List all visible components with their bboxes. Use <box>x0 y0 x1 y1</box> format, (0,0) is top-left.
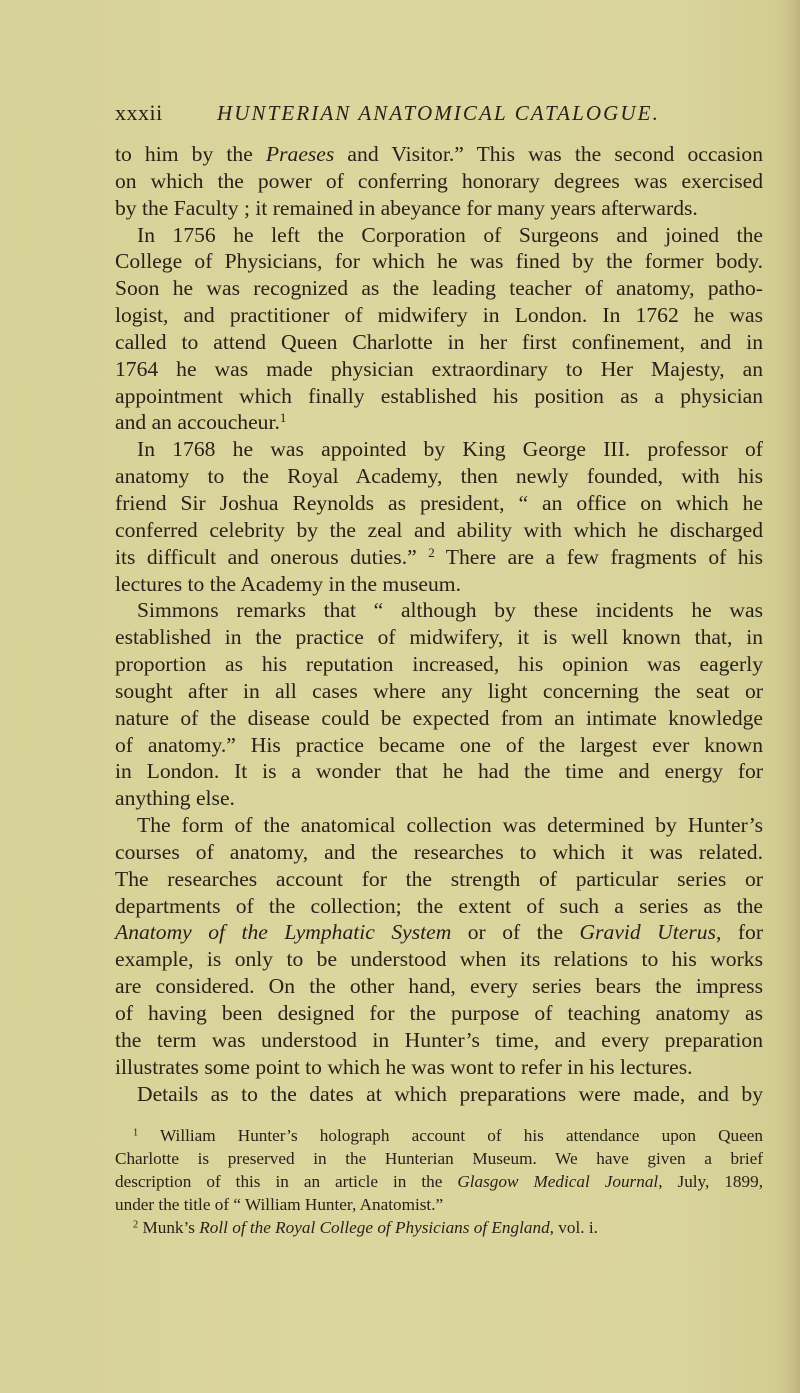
text-line <box>115 383 763 410</box>
italic-title: Glasgow Medical Journal <box>457 1172 659 1192</box>
page-number: xxxii <box>115 100 163 125</box>
text-run: appointment which finally established his position as a physician <box>115 383 763 408</box>
text-line <box>115 678 763 705</box>
footnote-marker: 2 <box>133 1219 139 1231</box>
italic-title: Praeses <box>265 142 335 166</box>
text-line <box>115 597 763 624</box>
text-line <box>115 732 763 759</box>
text-line <box>115 490 763 517</box>
text-line <box>115 141 763 168</box>
text-line <box>115 1027 763 1054</box>
italic-title: Gravid Uterus <box>579 920 716 945</box>
running-head <box>115 98 765 128</box>
text-run: by the Faculty ; it remained in abeyance for many years afterwards. <box>115 195 698 220</box>
text-run: 1764 he was made physician extraordinary to Her Majesty, an <box>115 356 763 381</box>
text-line <box>115 785 763 812</box>
text-run: description of this in an article in the <box>115 1172 458 1192</box>
text-run: lectures to the Academy in the museum. <box>115 571 462 596</box>
italic-title: Roll of the Royal College of Physicians of England <box>199 1218 550 1238</box>
text-line <box>115 544 763 571</box>
text-run: illustrates some point to which he was wont to refer in his lectures. <box>115 1054 693 1079</box>
text-run: the term was understood in Hunter’s time, and every preparation <box>115 1027 763 1052</box>
text-run: Details as to the dates at which preparations were made, and by <box>137 1081 763 1106</box>
text-line <box>115 248 763 275</box>
text-line <box>115 1054 763 1081</box>
footnotes <box>115 1124 763 1239</box>
text-run: departments of the collection; the extent of such a series as the <box>115 893 763 918</box>
text-run: and an accoucheur. <box>115 410 280 435</box>
text-line <box>115 436 763 463</box>
text-run: logist, and practitioner of midwifery in London. In 1762 he was <box>115 303 763 328</box>
text-line <box>115 168 763 195</box>
text-run: sought after in all cases where any light concerning the seat or <box>115 678 763 703</box>
text-run: on which the power of conferring honorary degrees was exercised <box>115 168 763 193</box>
text-run: and Visitor.” This was the second occasion <box>334 142 763 166</box>
text-line <box>115 624 763 651</box>
text-run: Soon he was recognized as the leading teacher of anatomy, patho- <box>115 276 763 301</box>
text-line <box>115 409 763 436</box>
text-line <box>115 866 763 893</box>
text-line <box>115 651 763 678</box>
text-line <box>115 758 763 785</box>
footnote-line <box>115 1170 763 1193</box>
footnote-line <box>115 1193 763 1216</box>
text-run: or of the <box>451 920 580 945</box>
text-line <box>115 1081 763 1108</box>
text-line <box>115 222 763 249</box>
text-line <box>115 463 763 490</box>
footnote-marker: 2 <box>428 544 435 560</box>
text-line <box>115 705 763 732</box>
text-line <box>115 919 763 946</box>
text-run: its difficult and onerous duties.” <box>115 544 429 569</box>
text-line <box>115 893 763 920</box>
text-line <box>115 571 763 598</box>
text-run: anatomy to the Royal Academy, then newly founded, with his <box>115 464 763 489</box>
body-text <box>115 141 763 1107</box>
text-line <box>115 517 763 544</box>
text-line <box>115 302 763 329</box>
text-run: In 1756 he left the Corporation of Surgeons and joined the <box>137 222 763 247</box>
text-run: example, is only to be understood when its relations to his works <box>115 947 763 972</box>
text-run: Munk’s <box>138 1218 200 1238</box>
text-run: , July, 1899, <box>658 1172 763 1192</box>
text-run: , for <box>715 920 764 945</box>
text-run: proportion as his reputation increased, his opinion was eagerly <box>115 652 763 677</box>
text-line <box>115 812 763 839</box>
text-run: , vol. i. <box>549 1218 598 1238</box>
footnote-marker: 1 <box>133 1127 139 1139</box>
text-run: courses of anatomy, and the researches to which it was related. <box>115 839 763 864</box>
text-run: William Hunter’s holograph account of his attendance upon Queen <box>138 1126 763 1145</box>
text-run: Simmons remarks that “ although by these incidents he was <box>137 598 763 623</box>
footnote-line <box>115 1124 763 1147</box>
text-line <box>115 275 763 302</box>
text-line <box>115 356 763 383</box>
text-line <box>115 1000 763 1027</box>
text-run: called to attend Queen Charlotte in her first confinement, and in <box>115 329 763 354</box>
text-line <box>115 195 763 222</box>
text-run: There are a few fragments of his <box>434 544 764 569</box>
text-line <box>115 973 763 1000</box>
text-line <box>115 329 763 356</box>
text-run: of anatomy.” His practice became one of the largest ever known <box>115 732 763 757</box>
footnote-marker: 1 <box>279 410 287 426</box>
text-run: Charlotte is preserved in the Hunterian Museum. We have given a brief <box>115 1149 763 1169</box>
running-head-title: HUNTERIAN ANATOMICAL CATALOGUE. <box>217 101 660 125</box>
text-run: The researches account for the strength of particular series or <box>115 866 763 891</box>
text-line <box>115 839 763 866</box>
text-run: conferred celebrity by the zeal and ability with which he discharged <box>115 517 763 542</box>
text-line <box>115 946 763 973</box>
text-run: The form of the anatomical collection was determined by Hunter’s <box>137 813 763 838</box>
text-run: in London. It is a wonder that he had the time and energy for <box>115 759 763 784</box>
text-run: College of Physicians, for which he was fined by the former body. <box>115 249 763 274</box>
text-run: established in the practice of midwifery, it is well known that, in <box>115 625 763 650</box>
italic-title: Anatomy of the Lymphatic System <box>115 920 452 945</box>
text-run: are considered. On the other hand, every series bears the impress <box>115 974 763 999</box>
text-run: In 1768 he was appointed by King George III. professor of <box>137 437 763 462</box>
footnote-line <box>115 1216 763 1239</box>
text-run: under the title of “ William Hunter, Anatomist.” <box>115 1195 444 1215</box>
text-run: nature of the disease could be expected from an intimate knowledge <box>115 705 763 730</box>
text-run: of having been designed for the purpose of teaching anatomy as <box>115 1001 763 1025</box>
footnote-line <box>115 1147 763 1170</box>
text-run: anything else. <box>115 786 235 811</box>
text-run: friend Sir Joshua Reynolds as president, “ an office on which he <box>115 490 763 515</box>
text-run: to him by the <box>115 142 266 166</box>
